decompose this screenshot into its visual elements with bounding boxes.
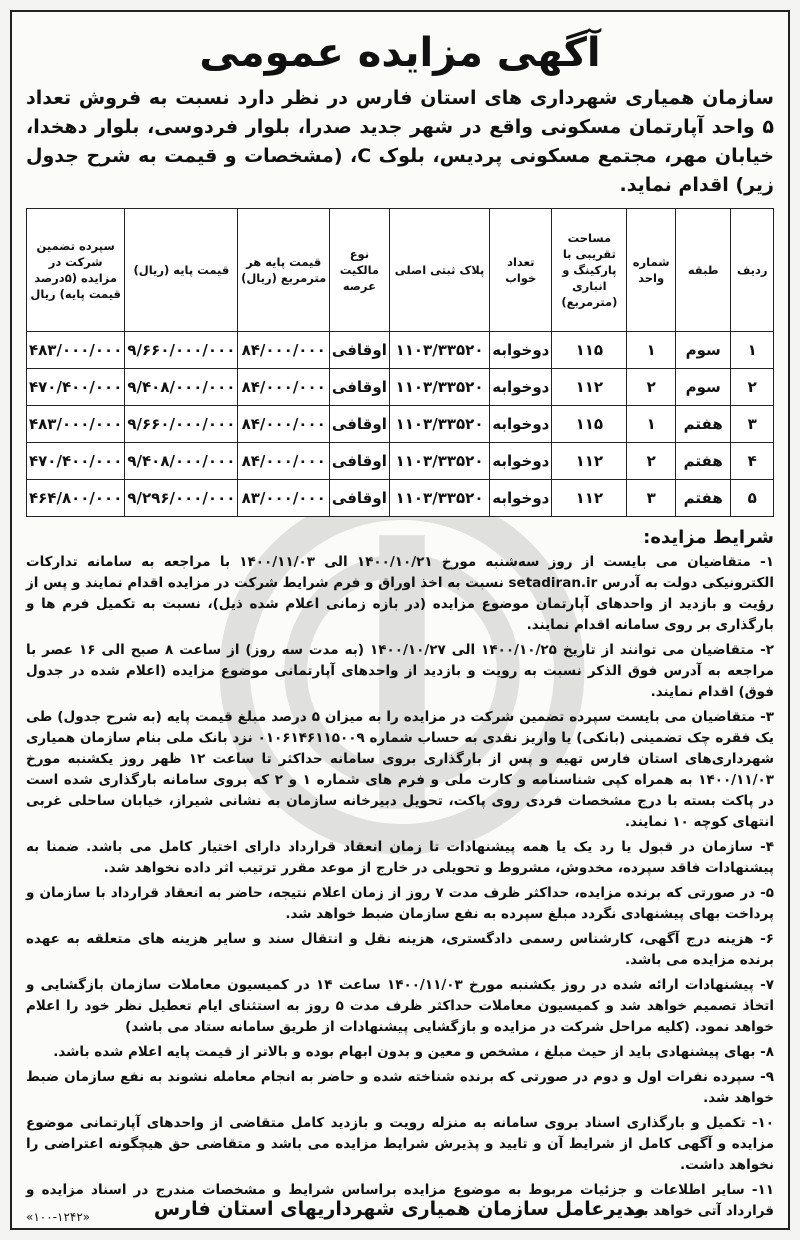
cell-registration-plate: ۱۱۰۳/۳۳۵۲۰ xyxy=(389,443,489,480)
cell-registration-plate: ۱۱۰۳/۳۳۵۲۰ xyxy=(389,332,489,369)
col-header-land-ownership: نوع مالکیت عرصه xyxy=(329,209,389,332)
condition-item: ۹- سپرده نفرات اول و دوم در صورتی که برنده شناخته شده و حاضر به انجام معامله نشوند به نفع سازمان ضبط خواهد شد. xyxy=(26,1069,774,1106)
col-header-registration-plate: پلاک ثبتی اصلی xyxy=(389,209,489,332)
cell-land-ownership: اوقافی xyxy=(329,443,389,480)
cell-price-per-sqm: ۸۴/۰۰۰/۰۰۰ xyxy=(238,443,330,480)
condition-item: ۳- متقاضیان می بایست سپرده تضمین شرکت در مزایده را به میزان ۵ درصد مبلغ قیمت پایه (به شرح جدول) طی یک فقره چک تضمینی (بانکی) یا واریز نقدی به حساب شماره ۰۱۰۶۱۴۶۱۱۵۰۰۹ نزد بانک ملی بنام سازمان همیاری شهرداری‌های استان فارس تهیه و پس از بارگذاری بروی سامانه حداکثر تا ساعت ۱۲ ظهر روز یکشنبه مورخ ۱۴۰۰/۱۱/۰۳ به همراه کپی شناسنامه و کارت ملی و فرم های شماره ۱ و ۲ که بروی سامانه بارگذاری شده است در پاکت بسته با درج مشخصات فردی روی پاکت، تحویل دبیرخانه سازمان به نشانی شیراز، خیابان ساحلی غربی انتهای کوچه ۱۰ نمایند. xyxy=(26,709,775,830)
cell-base-price: ۹/۶۶۰/۰۰۰/۰۰۰ xyxy=(125,406,238,443)
cell-deposit: ۴۸۳/۰۰۰/۰۰۰ xyxy=(27,406,125,443)
conditions-list xyxy=(26,552,774,1222)
cell-registration-plate: ۱۱۰۳/۳۳۵۲۰ xyxy=(389,369,489,406)
cell-area: ۱۱۲ xyxy=(552,369,627,406)
cell-unit-number: ۳ xyxy=(627,480,676,517)
ad-code: «۱۰۰-۱۲۴۲» xyxy=(26,1210,91,1224)
cell-deposit: ۴۷۰/۴۰۰/۰۰۰ xyxy=(27,443,125,480)
intro-paragraph: سازمان همیاری شهرداری های استان فارس در نظر دارد نسبت به فروش تعداد ۵ واحد آپارتمان مسکونی واقع در شهر جدید صدرا، بلوار فردوسی، بلوار دهخدا، خیابان مهر، مجتمع مسکونی پردیس، بلوک C، (مشخصات و قیمت به شرح جدول زیر) اقدام نماید. xyxy=(26,87,774,196)
cell-deposit: ۴۷۰/۴۰۰/۰۰۰ xyxy=(27,369,125,406)
cell-deposit: ۴۶۴/۸۰۰/۰۰۰ xyxy=(27,480,125,517)
cell-price-per-sqm: ۸۴/۰۰۰/۰۰۰ xyxy=(238,369,330,406)
cell-bedrooms: دوخوابه xyxy=(490,480,552,517)
col-header-unit-number: شماره واحد xyxy=(627,209,676,332)
col-header-bedrooms: تعداد خواب xyxy=(490,209,552,332)
notice-body xyxy=(12,12,788,1222)
cell-floor: هفتم xyxy=(675,480,731,517)
cell-deposit: ۴۸۳/۰۰۰/۰۰۰ xyxy=(27,332,125,369)
cell-floor: سوم xyxy=(675,369,731,406)
col-header-area: مساحت تقریبی با پارکینگ و انباری (مترمربع) xyxy=(552,209,627,332)
condition-item: ۱۰- تکمیل و بارگذاری اسناد بروی سامانه به منزله رویت و بازدید کامل متقاضی از واحدهای آپارتمانی موضوع مزایده و آگهی کامل از شرایط آن و تایید و پذیرش شرایط مزایده می باشد و متقاضی حق هیچگونه اعتراضی را نخواهد داشت. xyxy=(26,1115,774,1173)
cell-row-number: ۳ xyxy=(731,406,774,443)
cell-price-per-sqm: ۸۴/۰۰۰/۰۰۰ xyxy=(238,332,330,369)
cell-unit-number: ۱ xyxy=(627,406,676,443)
cell-base-price: ۹/۴۰۸/۰۰۰/۰۰۰ xyxy=(125,369,238,406)
col-header-base-price: قیمت پایه (ریال) xyxy=(125,209,238,332)
conditions-heading: شرایط مزایده: xyxy=(643,527,774,548)
col-header-floor: طبقه xyxy=(675,209,731,332)
cell-bedrooms: دوخوابه xyxy=(490,332,552,369)
condition-item: ۱۱- سایر اطلاعات و جزئیات مربوط به موضوع مزایده براساس شرایط و مشخصات مندرج در اسناد مزایده و قرارداد آتی خواهد بود. xyxy=(26,1182,774,1219)
condition-item: ۵- در صورتی که برنده مزایده، حداکثر ظرف مدت ۷ روز از زمان اعلام نتیجه، حاضر به انعقاد قرارداد با سازمان و پرداخت بهای پیشنهادی نگردد مبلغ سپرده به نفع سازمان ضبط خواهد شد. xyxy=(26,885,774,922)
cell-base-price: ۹/۲۹۶/۰۰۰/۰۰۰ xyxy=(125,480,238,517)
cell-bedrooms: دوخوابه xyxy=(490,406,552,443)
cell-row-number: ۱ xyxy=(731,332,774,369)
cell-area: ۱۱۲ xyxy=(552,443,627,480)
notice-frame xyxy=(10,10,790,1230)
cell-row-number: ۵ xyxy=(731,480,774,517)
cell-land-ownership: اوقافی xyxy=(329,369,389,406)
page-title: آگهی مزایده عمومی xyxy=(199,30,601,76)
cell-area: ۱۱۵ xyxy=(552,332,627,369)
cell-area: ۱۱۵ xyxy=(552,406,627,443)
table-row xyxy=(27,369,774,406)
cell-land-ownership: اوقافی xyxy=(329,406,389,443)
condition-item: ۲- متقاضیان می توانند از تاریخ ۱۴۰۰/۱۰/۲۵ الی ۱۴۰۰/۱۰/۲۷ (به مدت سه روز) از ساعت ۸ صبح الی ۱۶ عصر با مراجعه به آدرس فوق الذکر نسبت به رویت و بازدید از واحدهای آپارتمانی موضوع مزایده (اعلام شده در جدول فوق) اقدام نمایند. xyxy=(26,642,774,700)
cell-price-per-sqm: ۸۳/۰۰۰/۰۰۰ xyxy=(238,480,330,517)
signature: مدیرعامل سازمان همیاری شهرداریهای استان فارس xyxy=(153,1198,647,1220)
col-header-deposit: سپرده تضمین شرکت در مزایده (۵درصد قیمت پایه) ریال xyxy=(27,209,125,332)
cell-unit-number: ۲ xyxy=(627,369,676,406)
condition-item: ۸- بهای پیشنهادی باید از حیث مبلغ ، مشخص و معین و بدون ابهام بوده و بالاتر از قیمت پایه اعلام شده باشد. xyxy=(53,1044,774,1060)
condition-item: ۶- هزینه درج آگهی، کارشناس رسمی دادگستری، هزینه نقل و انتقال سند و سایر هزینه های متعلقه به عهده برنده مزایده می باشد. xyxy=(26,931,774,968)
table-row xyxy=(27,443,774,480)
col-header-row-number: ردیف xyxy=(731,209,774,332)
condition-item: ۱- متقاضیان می بایست از روز سه‌شنبه مورخ ۱۴۰۰/۱۰/۲۱ الی ۱۴۰۰/۱۱/۰۳ با مراجعه به سامانه تدارکات الکترونیکی دولت به آدرس setadiran.ir نسبت به اخذ اوراق و فرم شرایط شرکت در مزایده اقدام نمایند و پس از رؤیت و بازدید از واحدهای آپارتمان موضوع مزایده (در بازه زمانی اعلام شده ذیل)، نسبت به تکمیل فرم ها و بارگذاری بر روی سامانه اقدام نمایند. xyxy=(26,554,774,633)
table-row xyxy=(27,332,774,369)
cell-bedrooms: دوخوابه xyxy=(490,369,552,406)
condition-item: ۷- پیشنهادات ارائه شده در روز یکشنبه مورخ ۱۴۰۰/۱۱/۰۳ ساعت ۱۴ در کمیسیون معاملات سازمان بازگشایی و اتخاذ تصمیم خواهد شد و کمیسیون معاملات حداکثر ظرف مدت ۵ روز به استثنای ایام تعطیل نظر خود را اعلام خواهد نمود. (کلیه مراحل شرکت در مزایده و بازگشایی پیشنهادات از طریق سامانه ستاد می باشد) xyxy=(26,977,774,1035)
cell-bedrooms: دوخوابه xyxy=(490,443,552,480)
cell-land-ownership: اوقافی xyxy=(329,480,389,517)
apartments-table xyxy=(26,208,774,517)
cell-registration-plate: ۱۱۰۳/۳۳۵۲۰ xyxy=(389,480,489,517)
cell-unit-number: ۱ xyxy=(627,332,676,369)
table-header-row xyxy=(27,209,774,332)
cell-unit-number: ۲ xyxy=(627,443,676,480)
cell-floor: هفتم xyxy=(675,443,731,480)
cell-floor: هفتم xyxy=(675,406,731,443)
table-row xyxy=(27,480,774,517)
cell-floor: سوم xyxy=(675,332,731,369)
cell-land-ownership: اوقافی xyxy=(329,332,389,369)
cell-price-per-sqm: ۸۴/۰۰۰/۰۰۰ xyxy=(238,406,330,443)
cell-area: ۱۱۲ xyxy=(552,480,627,517)
cell-row-number: ۲ xyxy=(731,369,774,406)
cell-base-price: ۹/۴۰۸/۰۰۰/۰۰۰ xyxy=(125,443,238,480)
condition-item: ۴- سازمان در قبول یا رد یک یا همه پیشنهادات تا زمان انعقاد قرارداد دارای اختیار کامل می باشد. ضمنا به پیشنهادات فاقد سپرده، مخدوش، مشروط و تحویلی در خارج از موعد مقرر ترتیب اثر داده نخواهد شد. xyxy=(26,839,774,876)
cell-base-price: ۹/۶۶۰/۰۰۰/۰۰۰ xyxy=(125,332,238,369)
col-header-price-per-sqm: قیمت پایه هر مترمربع (ریال) xyxy=(238,209,330,332)
table-row xyxy=(27,406,774,443)
cell-row-number: ۴ xyxy=(731,443,774,480)
cell-registration-plate: ۱۱۰۳/۳۳۵۲۰ xyxy=(389,406,489,443)
footer xyxy=(12,1198,788,1220)
